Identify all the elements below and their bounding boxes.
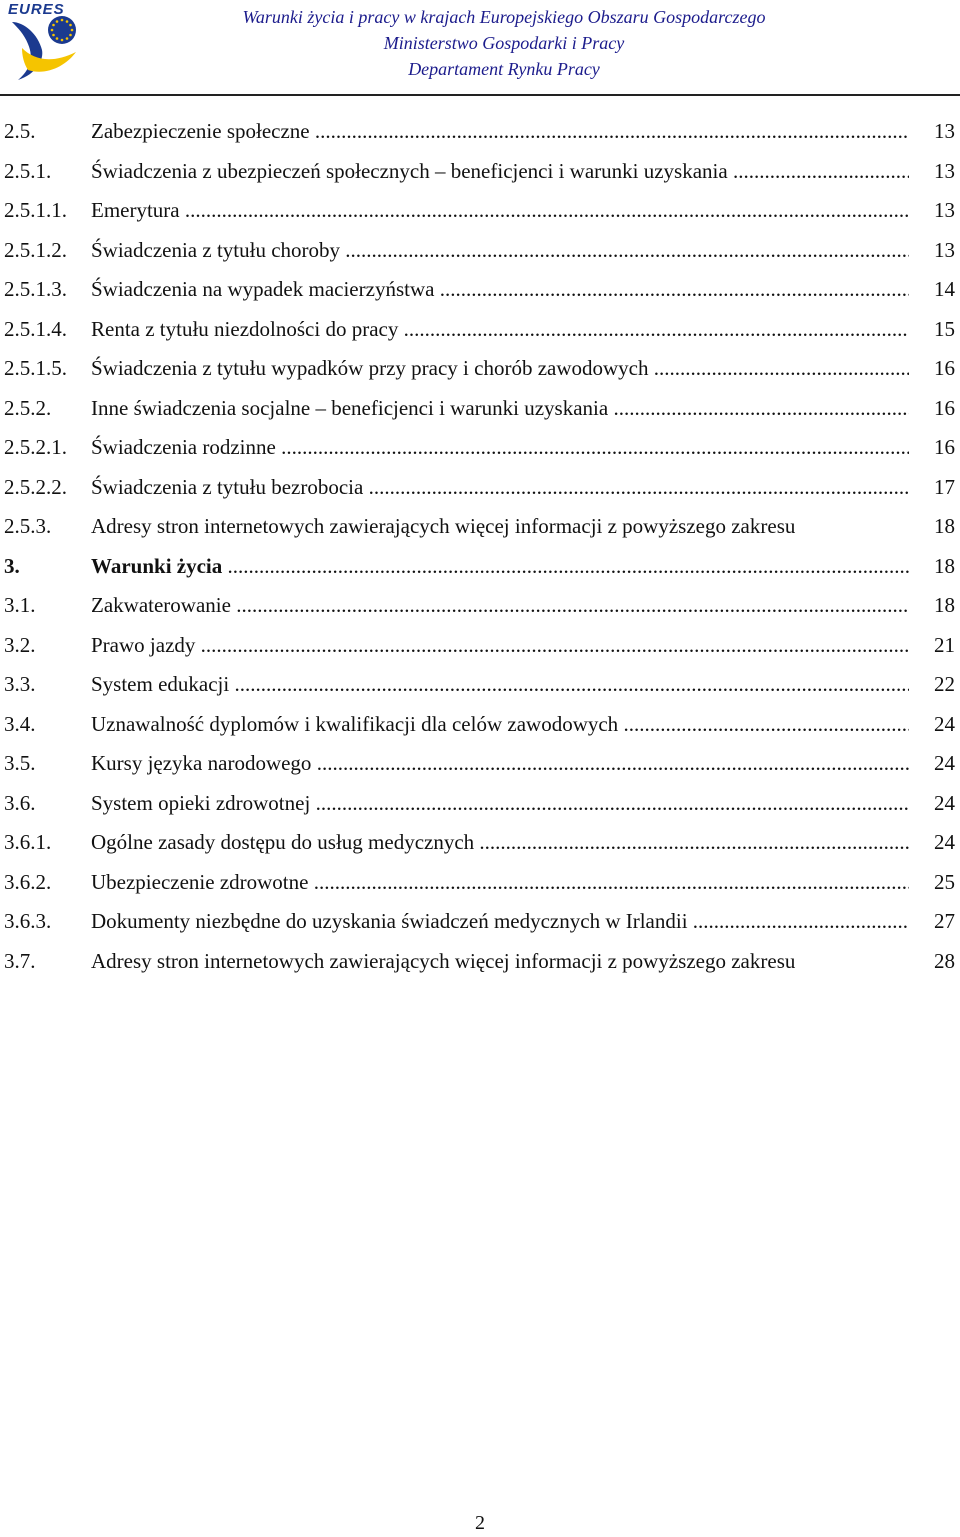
toc-entry-number: 2.5. (4, 119, 36, 143)
toc-entry-page: 15 (934, 317, 955, 341)
toc-entry-title: Uznawalność dyplomów i kwalifikacji dla celów zawodowych (91, 712, 619, 736)
header-text (194, 4, 814, 82)
toc-entry-leader (91, 743, 909, 783)
svg-text:EURES: EURES (8, 1, 65, 18)
toc-entry[interactable] (0, 822, 960, 862)
toc-entry-number: 2.5.2. (4, 396, 52, 420)
toc-entry-leader (91, 901, 909, 941)
toc-entry-number: 2.5.1.5. (4, 356, 67, 380)
toc-entry[interactable] (0, 269, 960, 309)
toc-entry-leader (91, 230, 909, 270)
toc-entry-leader (91, 190, 909, 230)
toc-entry-page: 16 (934, 356, 955, 380)
toc-entry-title: Prawo jazdy (91, 633, 196, 657)
toc-entry-leader (91, 704, 909, 744)
toc-entry-number: 3.1. (4, 593, 36, 617)
toc-entry-page: 28 (934, 949, 955, 973)
toc-entry[interactable] (0, 230, 960, 270)
header-line-3: Departament Rynku Pracy (408, 59, 600, 79)
toc-entry-page: 13 (934, 238, 955, 262)
toc-entry-leader (91, 151, 909, 191)
toc-entry[interactable] (0, 901, 960, 941)
toc-entry-title: Świadczenia z tytułu bezrobocia (91, 475, 364, 499)
header-line-2: Ministerstwo Gospodarki i Pracy (383, 33, 625, 53)
toc-entry-leader (91, 388, 909, 428)
toc-entry-leader (91, 467, 909, 507)
toc-entry-leader (91, 822, 909, 862)
toc-entry-page: 18 (934, 554, 955, 578)
toc-entry-title: Kursy języka narodowego (91, 751, 312, 775)
toc-entry[interactable] (0, 585, 960, 625)
toc-entry-number: 3.6.2. (4, 870, 52, 894)
toc-entry-number: 3.3. (4, 672, 36, 696)
toc-entry[interactable] (0, 388, 960, 428)
toc-entry-number: 3.7. (4, 949, 36, 973)
toc-entry-title: Warunki życia (91, 554, 223, 578)
toc-entry-page: 24 (934, 751, 955, 775)
toc-entry-page: 14 (934, 277, 955, 301)
toc-entry-leader (91, 664, 909, 704)
toc-entry-number: 2.5.2.2. (4, 475, 67, 499)
toc-entry[interactable] (0, 427, 960, 467)
toc-entry-leader (91, 546, 909, 586)
toc-entry[interactable] (0, 111, 960, 151)
toc-entry-title: Świadczenia na wypadek macierzyństwa (91, 277, 435, 301)
toc-entry[interactable] (0, 941, 960, 981)
toc-entry[interactable] (0, 783, 960, 823)
toc-entry-page: 24 (934, 791, 955, 815)
toc-entry-page: 24 (934, 712, 955, 736)
toc-entry-leader (91, 269, 909, 309)
page-number: 2 (475, 1512, 485, 1534)
toc-entry[interactable] (0, 546, 960, 586)
toc-entry-title: Ogólne zasady dostępu do usług medycznych (91, 830, 475, 854)
toc-entry-leader (91, 941, 909, 981)
toc-entry-page: 24 (934, 830, 955, 854)
toc-entry-page: 17 (934, 475, 955, 499)
toc-entry-number: 2.5.2.1. (4, 435, 67, 459)
toc-entry-number: 2.5.3. (4, 514, 52, 538)
toc-entry-number: 3. (4, 554, 20, 578)
toc-entry-number: 3.4. (4, 712, 36, 736)
toc-entry[interactable] (0, 309, 960, 349)
toc-entry[interactable] (0, 704, 960, 744)
toc-entry[interactable] (0, 506, 960, 546)
toc-entry-number: 3.5. (4, 751, 36, 775)
toc-entry-title: Adresy stron internetowych zawierających więcej informacji z powyższego zakresu (91, 514, 796, 538)
toc-entry-number: 2.5.1. (4, 159, 52, 183)
toc-entry-leader (91, 585, 909, 625)
toc-entry-title: Świadczenia z ubezpieczeń społecznych – beneficjenci i warunki uzyskania (91, 159, 728, 183)
toc-entry[interactable] (0, 862, 960, 902)
toc-entry-title: Adresy stron internetowych zawierających więcej informacji z powyższego zakresu (91, 949, 796, 973)
toc-entry-title: Świadczenia z tytułu wypadków przy pracy i chorób zawodowych (91, 356, 649, 380)
toc-entry-page: 16 (934, 435, 955, 459)
toc-entry-title: System edukacji (91, 672, 230, 696)
page-header (0, 0, 960, 96)
toc-entry-page: 13 (934, 119, 955, 143)
toc-entry-page: 13 (934, 159, 955, 183)
toc-entry-page: 25 (934, 870, 955, 894)
toc-entry-title: Zakwaterowanie (91, 593, 231, 617)
toc-entry-page: 18 (934, 593, 955, 617)
toc-entry-title: System opieki zdrowotnej (91, 791, 311, 815)
toc-entry-title: Świadczenia z tytułu choroby (91, 238, 341, 262)
toc-entry-title: Renta z tytułu niezdolności do pracy (91, 317, 399, 341)
toc-entry[interactable] (0, 664, 960, 704)
toc-entry[interactable] (0, 625, 960, 665)
toc-entry-title: Zabezpieczenie społeczne (91, 119, 310, 143)
header-line-1: Warunki życia i pracy w krajach Europejskiego Obszaru Gospodarczego (242, 7, 766, 27)
toc-entry-leader (91, 309, 909, 349)
toc-entry[interactable] (0, 151, 960, 191)
toc-entry-page: 27 (934, 909, 955, 933)
toc-entry-title: Inne świadczenia socjalne – beneficjenci i warunki uzyskania (91, 396, 609, 420)
toc-entry-number: 3.2. (4, 633, 36, 657)
toc-entry-leader (91, 506, 909, 546)
toc-entry-title: Ubezpieczenie zdrowotne (91, 870, 309, 894)
toc-entry-page: 18 (934, 514, 955, 538)
toc-entry-leader (91, 427, 909, 467)
toc-entry-number: 2.5.1.1. (4, 198, 67, 222)
toc-entry[interactable] (0, 348, 960, 388)
toc-entry-leader (91, 783, 909, 823)
toc-entry-leader (91, 348, 909, 388)
toc-entry-number: 3.6.3. (4, 909, 52, 933)
toc-entry-number: 2.5.1.2. (4, 238, 67, 262)
header-divider (0, 94, 960, 96)
toc-entry-leader (91, 111, 909, 151)
toc-entry[interactable] (0, 467, 960, 507)
toc-entry-page: 21 (934, 633, 955, 657)
toc-entry-number: 3.6.1. (4, 830, 52, 854)
toc-entry-title: Dokumenty niezbędne do uzyskania świadczeń medycznych w Irlandii (91, 909, 688, 933)
toc-entry-number: 2.5.1.3. (4, 277, 67, 301)
toc-entry-number: 2.5.1.4. (4, 317, 67, 341)
eures-logo (4, 0, 84, 84)
toc-entry-leader (91, 625, 909, 665)
toc-entry-leader (91, 862, 909, 902)
toc-entry-page: 13 (934, 198, 955, 222)
toc-entry-page: 22 (934, 672, 955, 696)
toc-entry-title: Emerytura (91, 198, 180, 222)
toc-entry[interactable] (0, 190, 960, 230)
toc-entry-title: Świadczenia rodzinne (91, 435, 276, 459)
toc-entry-page: 16 (934, 396, 955, 420)
toc-entry[interactable] (0, 743, 960, 783)
toc-entry-number: 3.6. (4, 791, 36, 815)
